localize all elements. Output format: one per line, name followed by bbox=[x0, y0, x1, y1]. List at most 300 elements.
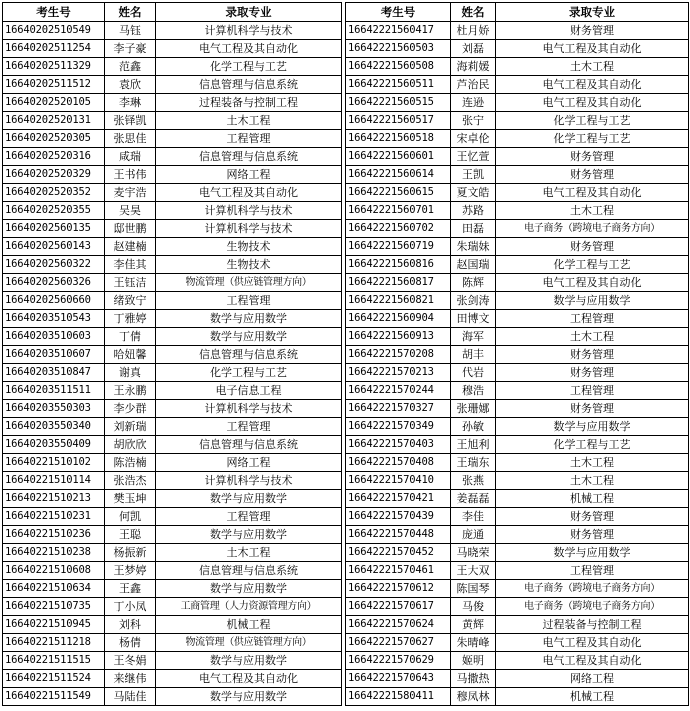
major-cell: 工程管理 bbox=[496, 382, 689, 400]
major-cell: 信息管理与信息系统 bbox=[156, 346, 342, 364]
exam-id-cell: 16642221570403 bbox=[346, 436, 451, 454]
table-row bbox=[346, 472, 689, 490]
table-row bbox=[3, 616, 342, 634]
student-name-cell: 王钰洁 bbox=[105, 274, 156, 292]
table-row bbox=[3, 220, 342, 238]
major-cell: 财务管理 bbox=[496, 166, 689, 184]
major-cell: 网络工程 bbox=[496, 670, 689, 688]
major-cell: 计算机科学与技术 bbox=[156, 22, 342, 40]
exam-id-cell: 16640202520355 bbox=[3, 202, 105, 220]
student-name-cell: 姬明 bbox=[451, 652, 496, 670]
student-name-cell: 陈辉 bbox=[451, 274, 496, 292]
table-row bbox=[346, 418, 689, 436]
exam-id-cell: 16640221510945 bbox=[3, 616, 105, 634]
table-row bbox=[346, 508, 689, 526]
table-row bbox=[346, 670, 689, 688]
table-row bbox=[3, 238, 342, 256]
major-cell: 数学与应用数学 bbox=[156, 328, 342, 346]
major-cell: 电子商务（跨境电子商务方向） bbox=[496, 220, 689, 238]
header-exam-id: 考生号 bbox=[346, 3, 451, 22]
major-cell: 财务管理 bbox=[496, 508, 689, 526]
exam-id-cell: 16640203550409 bbox=[3, 436, 105, 454]
table-row bbox=[346, 328, 689, 346]
major-cell: 数学与应用数学 bbox=[156, 580, 342, 598]
student-name-cell: 谢真 bbox=[105, 364, 156, 382]
exam-id-cell: 16640221510236 bbox=[3, 526, 105, 544]
exam-id-cell: 16642221570617 bbox=[346, 598, 451, 616]
table-row bbox=[3, 310, 342, 328]
student-name-cell: 李少群 bbox=[105, 400, 156, 418]
exam-id-cell: 16640202560660 bbox=[3, 292, 105, 310]
exam-id-cell: 16642221570629 bbox=[346, 652, 451, 670]
major-cell: 化学工程与工艺 bbox=[156, 364, 342, 382]
major-cell: 信息管理与信息系统 bbox=[156, 436, 342, 454]
student-name-cell: 马撒热 bbox=[451, 670, 496, 688]
exam-id-cell: 16642221560817 bbox=[346, 274, 451, 292]
major-cell: 数学与应用数学 bbox=[496, 292, 689, 310]
table-row bbox=[3, 670, 342, 688]
exam-id-cell: 16642221570439 bbox=[346, 508, 451, 526]
admission-table-left bbox=[2, 2, 342, 706]
table-row bbox=[346, 220, 689, 238]
table-row bbox=[3, 580, 342, 598]
student-name-cell: 苏路 bbox=[451, 202, 496, 220]
student-name-cell: 宋卓伦 bbox=[451, 130, 496, 148]
student-name-cell: 咸瑞 bbox=[105, 148, 156, 166]
major-cell: 化学工程与工艺 bbox=[496, 436, 689, 454]
major-cell: 电气工程及其自动化 bbox=[496, 76, 689, 94]
table-row bbox=[346, 490, 689, 508]
major-cell: 信息管理与信息系统 bbox=[156, 148, 342, 166]
student-name-cell: 李子豪 bbox=[105, 40, 156, 58]
major-cell: 电气工程及其自动化 bbox=[496, 184, 689, 202]
table-row bbox=[346, 526, 689, 544]
exam-id-cell: 16640221511549 bbox=[3, 688, 105, 706]
student-name-cell: 陈国琴 bbox=[451, 580, 496, 598]
exam-id-cell: 16640203510607 bbox=[3, 346, 105, 364]
table-row bbox=[346, 238, 689, 256]
table-row bbox=[3, 94, 342, 112]
table-row bbox=[346, 400, 689, 418]
major-cell: 工程管理 bbox=[156, 292, 342, 310]
table-row bbox=[3, 40, 342, 58]
major-cell: 财务管理 bbox=[496, 148, 689, 166]
student-name-cell: 范鑫 bbox=[105, 58, 156, 76]
table-row bbox=[3, 148, 342, 166]
table-row bbox=[346, 112, 689, 130]
right-table-body bbox=[346, 22, 689, 706]
major-cell: 工程管理 bbox=[156, 508, 342, 526]
major-cell: 机械工程 bbox=[156, 616, 342, 634]
exam-id-cell: 16640202560135 bbox=[3, 220, 105, 238]
exam-id-cell: 16642221560614 bbox=[346, 166, 451, 184]
exam-id-cell: 16642221570327 bbox=[346, 400, 451, 418]
student-name-cell: 王凯 bbox=[451, 166, 496, 184]
table-row bbox=[346, 184, 689, 202]
student-name-cell: 邸世鹏 bbox=[105, 220, 156, 238]
exam-id-cell: 16640203510543 bbox=[3, 310, 105, 328]
major-cell: 土木工程 bbox=[496, 472, 689, 490]
student-name-cell: 樊玉坤 bbox=[105, 490, 156, 508]
table-row bbox=[3, 274, 342, 292]
table-row bbox=[3, 526, 342, 544]
student-name-cell: 连逊 bbox=[451, 94, 496, 112]
major-cell: 电气工程及其自动化 bbox=[496, 634, 689, 652]
major-cell: 网络工程 bbox=[156, 454, 342, 472]
table-row bbox=[3, 688, 342, 706]
exam-id-cell: 16642221560503 bbox=[346, 40, 451, 58]
student-name-cell: 张珊娜 bbox=[451, 400, 496, 418]
student-name-cell: 马钰 bbox=[105, 22, 156, 40]
student-name-cell: 朱瑞妹 bbox=[451, 238, 496, 256]
major-cell: 化学工程与工艺 bbox=[496, 130, 689, 148]
major-cell: 物流管理（供应链管理方向） bbox=[156, 274, 342, 292]
header-name: 姓名 bbox=[451, 3, 496, 22]
exam-id-cell: 16640202520131 bbox=[3, 112, 105, 130]
exam-id-cell: 16640203510847 bbox=[3, 364, 105, 382]
student-name-cell: 丁雅婷 bbox=[105, 310, 156, 328]
exam-id-cell: 16640203511511 bbox=[3, 382, 105, 400]
table-row bbox=[346, 688, 689, 706]
table-row bbox=[346, 148, 689, 166]
table-row bbox=[346, 634, 689, 652]
student-name-cell: 袁欣 bbox=[105, 76, 156, 94]
exam-id-cell: 16642221570421 bbox=[346, 490, 451, 508]
exam-id-cell: 16640221510634 bbox=[3, 580, 105, 598]
exam-id-cell: 16642221560702 bbox=[346, 220, 451, 238]
left-table-wrapper bbox=[2, 2, 342, 706]
student-name-cell: 赵国瑞 bbox=[451, 256, 496, 274]
header-major: 录取专业 bbox=[156, 3, 342, 22]
student-name-cell: 赵建楠 bbox=[105, 238, 156, 256]
table-row bbox=[3, 22, 342, 40]
student-name-cell: 胡丰 bbox=[451, 346, 496, 364]
student-name-cell: 杨倩 bbox=[105, 634, 156, 652]
student-name-cell: 黄辉 bbox=[451, 616, 496, 634]
table-row bbox=[3, 58, 342, 76]
student-name-cell: 王书伟 bbox=[105, 166, 156, 184]
major-cell: 工程管理 bbox=[156, 418, 342, 436]
exam-id-cell: 16640221510114 bbox=[3, 472, 105, 490]
exam-id-cell: 16642221560904 bbox=[346, 310, 451, 328]
major-cell: 工程管理 bbox=[156, 130, 342, 148]
major-cell: 信息管理与信息系统 bbox=[156, 562, 342, 580]
exam-id-cell: 16642221570624 bbox=[346, 616, 451, 634]
major-cell: 电子信息工程 bbox=[156, 382, 342, 400]
exam-id-cell: 16642221560719 bbox=[346, 238, 451, 256]
table-row bbox=[3, 166, 342, 184]
table-row bbox=[346, 76, 689, 94]
table-row bbox=[3, 112, 342, 130]
major-cell: 物流管理（供应链管理方向） bbox=[156, 634, 342, 652]
exam-id-cell: 16640202520316 bbox=[3, 148, 105, 166]
table-row bbox=[3, 364, 342, 382]
table-row bbox=[346, 22, 689, 40]
major-cell: 电子商务（跨境电子商务方向） bbox=[496, 580, 689, 598]
student-name-cell: 来继伟 bbox=[105, 670, 156, 688]
student-name-cell: 杜月娇 bbox=[451, 22, 496, 40]
student-name-cell: 张燕 bbox=[451, 472, 496, 490]
student-name-cell: 哈妞馨 bbox=[105, 346, 156, 364]
table-row bbox=[3, 400, 342, 418]
table-row bbox=[3, 652, 342, 670]
major-cell: 财务管理 bbox=[496, 346, 689, 364]
student-name-cell: 夏文皓 bbox=[451, 184, 496, 202]
table-row bbox=[346, 274, 689, 292]
table-row bbox=[3, 544, 342, 562]
student-name-cell: 吴昊 bbox=[105, 202, 156, 220]
exam-id-cell: 16642221570410 bbox=[346, 472, 451, 490]
major-cell: 过程装备与控制工程 bbox=[496, 616, 689, 634]
table-row bbox=[346, 58, 689, 76]
table-row bbox=[346, 292, 689, 310]
table-row bbox=[346, 562, 689, 580]
major-cell: 生物技术 bbox=[156, 256, 342, 274]
exam-id-cell: 16640202520329 bbox=[3, 166, 105, 184]
major-cell: 计算机科学与技术 bbox=[156, 202, 342, 220]
student-name-cell: 麦宇浩 bbox=[105, 184, 156, 202]
table-row bbox=[346, 382, 689, 400]
table-row bbox=[346, 202, 689, 220]
major-cell: 财务管理 bbox=[496, 526, 689, 544]
exam-id-cell: 16642221570448 bbox=[346, 526, 451, 544]
table-row bbox=[3, 436, 342, 454]
exam-id-cell: 16640221510213 bbox=[3, 490, 105, 508]
header-exam-id: 考生号 bbox=[3, 3, 105, 22]
exam-id-cell: 16640203550303 bbox=[3, 400, 105, 418]
student-name-cell: 李佳 bbox=[451, 508, 496, 526]
exam-id-cell: 16642221580411 bbox=[346, 688, 451, 706]
exam-id-cell: 16640202510549 bbox=[3, 22, 105, 40]
major-cell: 生物技术 bbox=[156, 238, 342, 256]
student-name-cell: 张剑涛 bbox=[451, 292, 496, 310]
student-name-cell: 刘磊 bbox=[451, 40, 496, 58]
major-cell: 工商管理（人力资源管理方向） bbox=[156, 598, 342, 616]
major-cell: 数学与应用数学 bbox=[156, 526, 342, 544]
major-cell: 土木工程 bbox=[496, 454, 689, 472]
table-row bbox=[3, 634, 342, 652]
student-name-cell: 田磊 bbox=[451, 220, 496, 238]
student-name-cell: 绪致宁 bbox=[105, 292, 156, 310]
exam-id-cell: 16640221510238 bbox=[3, 544, 105, 562]
major-cell: 化学工程与工艺 bbox=[496, 112, 689, 130]
student-name-cell: 王瑞东 bbox=[451, 454, 496, 472]
student-name-cell: 李佳其 bbox=[105, 256, 156, 274]
major-cell: 电气工程及其自动化 bbox=[156, 670, 342, 688]
major-cell: 机械工程 bbox=[496, 688, 689, 706]
student-name-cell: 王梦婷 bbox=[105, 562, 156, 580]
exam-id-cell: 16642221560816 bbox=[346, 256, 451, 274]
student-name-cell: 李琳 bbox=[105, 94, 156, 112]
exam-id-cell: 16640221511524 bbox=[3, 670, 105, 688]
table-row bbox=[346, 346, 689, 364]
student-name-cell: 刘科 bbox=[105, 616, 156, 634]
table-row bbox=[3, 382, 342, 400]
student-name-cell: 王旭利 bbox=[451, 436, 496, 454]
student-name-cell: 张浩杰 bbox=[105, 472, 156, 490]
table-row bbox=[3, 76, 342, 94]
header-name: 姓名 bbox=[105, 3, 156, 22]
exam-id-cell: 16642221560821 bbox=[346, 292, 451, 310]
exam-id-cell: 16642221570627 bbox=[346, 634, 451, 652]
student-name-cell: 姜磊磊 bbox=[451, 490, 496, 508]
major-cell: 土木工程 bbox=[496, 58, 689, 76]
exam-id-cell: 16642221570208 bbox=[346, 346, 451, 364]
exam-id-cell: 16640203550340 bbox=[3, 418, 105, 436]
exam-id-cell: 16640202511512 bbox=[3, 76, 105, 94]
table-row bbox=[346, 166, 689, 184]
exam-id-cell: 16640221511515 bbox=[3, 652, 105, 670]
major-cell: 计算机科学与技术 bbox=[156, 400, 342, 418]
exam-id-cell: 16640202560143 bbox=[3, 238, 105, 256]
student-name-cell: 胡欣欣 bbox=[105, 436, 156, 454]
exam-id-cell: 16640202560326 bbox=[3, 274, 105, 292]
exam-id-cell: 16640203510603 bbox=[3, 328, 105, 346]
student-name-cell: 马陆佳 bbox=[105, 688, 156, 706]
table-row bbox=[3, 346, 342, 364]
student-name-cell: 张思佳 bbox=[105, 130, 156, 148]
exam-id-cell: 16640202511254 bbox=[3, 40, 105, 58]
student-name-cell: 海军 bbox=[451, 328, 496, 346]
major-cell: 土木工程 bbox=[156, 544, 342, 562]
student-name-cell: 王忆萱 bbox=[451, 148, 496, 166]
exam-id-cell: 16640202520352 bbox=[3, 184, 105, 202]
student-name-cell: 孙敏 bbox=[451, 418, 496, 436]
table-row bbox=[346, 130, 689, 148]
student-name-cell: 陈浩楠 bbox=[105, 454, 156, 472]
major-cell: 电气工程及其自动化 bbox=[156, 184, 342, 202]
major-cell: 计算机科学与技术 bbox=[156, 220, 342, 238]
major-cell: 数学与应用数学 bbox=[496, 544, 689, 562]
student-name-cell: 王聪 bbox=[105, 526, 156, 544]
header-row bbox=[3, 3, 342, 22]
table-row bbox=[3, 598, 342, 616]
major-cell: 财务管理 bbox=[496, 238, 689, 256]
major-cell: 财务管理 bbox=[496, 364, 689, 382]
exam-id-cell: 16640221510608 bbox=[3, 562, 105, 580]
major-cell: 数学与应用数学 bbox=[156, 688, 342, 706]
student-name-cell: 何凯 bbox=[105, 508, 156, 526]
left-table-body bbox=[3, 22, 342, 706]
header-major: 录取专业 bbox=[496, 3, 689, 22]
table-row bbox=[346, 598, 689, 616]
major-cell: 财务管理 bbox=[496, 400, 689, 418]
student-name-cell: 张宁 bbox=[451, 112, 496, 130]
exam-id-cell: 16642221560601 bbox=[346, 148, 451, 166]
major-cell: 机械工程 bbox=[496, 490, 689, 508]
student-name-cell: 王鑫 bbox=[105, 580, 156, 598]
exam-id-cell: 16642221560515 bbox=[346, 94, 451, 112]
exam-id-cell: 16642221560518 bbox=[346, 130, 451, 148]
major-cell: 过程装备与控制工程 bbox=[156, 94, 342, 112]
table-row bbox=[3, 472, 342, 490]
major-cell: 土木工程 bbox=[496, 328, 689, 346]
student-name-cell: 马俊 bbox=[451, 598, 496, 616]
exam-id-cell: 16642221560511 bbox=[346, 76, 451, 94]
student-name-cell: 王大双 bbox=[451, 562, 496, 580]
major-cell: 计算机科学与技术 bbox=[156, 472, 342, 490]
student-name-cell: 丁倩 bbox=[105, 328, 156, 346]
header-row bbox=[346, 3, 689, 22]
exam-id-cell: 16642221560508 bbox=[346, 58, 451, 76]
table-row bbox=[3, 256, 342, 274]
table-row bbox=[3, 292, 342, 310]
student-name-cell: 马晓荣 bbox=[451, 544, 496, 562]
exam-id-cell: 16642221570244 bbox=[346, 382, 451, 400]
exam-id-cell: 16640221511218 bbox=[3, 634, 105, 652]
table-row bbox=[346, 94, 689, 112]
table-row bbox=[3, 418, 342, 436]
exam-id-cell: 16642221560517 bbox=[346, 112, 451, 130]
table-row bbox=[346, 40, 689, 58]
exam-id-cell: 16642221570408 bbox=[346, 454, 451, 472]
student-name-cell: 丁小凤 bbox=[105, 598, 156, 616]
major-cell: 电子商务（跨境电子商务方向） bbox=[496, 598, 689, 616]
exam-id-cell: 16640221510231 bbox=[3, 508, 105, 526]
student-name-cell: 穆凤林 bbox=[451, 688, 496, 706]
table-row bbox=[3, 184, 342, 202]
major-cell: 化学工程与工艺 bbox=[496, 256, 689, 274]
student-name-cell: 穆浩 bbox=[451, 382, 496, 400]
major-cell: 数学与应用数学 bbox=[156, 490, 342, 508]
table-row bbox=[346, 616, 689, 634]
exam-id-cell: 16640221510102 bbox=[3, 454, 105, 472]
major-cell: 数学与应用数学 bbox=[156, 652, 342, 670]
exam-id-cell: 16642221560417 bbox=[346, 22, 451, 40]
table-row bbox=[346, 310, 689, 328]
table-row bbox=[3, 454, 342, 472]
major-cell: 电气工程及其自动化 bbox=[496, 40, 689, 58]
table-row bbox=[3, 130, 342, 148]
exam-id-cell: 16642221560615 bbox=[346, 184, 451, 202]
table-row bbox=[3, 328, 342, 346]
exam-id-cell: 16642221570349 bbox=[346, 418, 451, 436]
exam-id-cell: 16642221570452 bbox=[346, 544, 451, 562]
student-name-cell: 王永鹏 bbox=[105, 382, 156, 400]
exam-id-cell: 16640202560322 bbox=[3, 256, 105, 274]
student-name-cell: 朱晴峰 bbox=[451, 634, 496, 652]
exam-id-cell: 16642221570461 bbox=[346, 562, 451, 580]
student-name-cell: 芦治民 bbox=[451, 76, 496, 94]
major-cell: 化学工程与工艺 bbox=[156, 58, 342, 76]
major-cell: 电气工程及其自动化 bbox=[496, 94, 689, 112]
student-name-cell: 杨振新 bbox=[105, 544, 156, 562]
table-row bbox=[346, 256, 689, 274]
major-cell: 工程管理 bbox=[496, 310, 689, 328]
major-cell: 电气工程及其自动化 bbox=[496, 274, 689, 292]
exam-id-cell: 16642221570643 bbox=[346, 670, 451, 688]
table-row bbox=[3, 562, 342, 580]
student-name-cell: 代岩 bbox=[451, 364, 496, 382]
major-cell: 财务管理 bbox=[496, 22, 689, 40]
major-cell: 数学与应用数学 bbox=[496, 418, 689, 436]
student-name-cell: 田博文 bbox=[451, 310, 496, 328]
exam-id-cell: 16642221560913 bbox=[346, 328, 451, 346]
exam-id-cell: 16640202520105 bbox=[3, 94, 105, 112]
exam-id-cell: 16642221570612 bbox=[346, 580, 451, 598]
student-name-cell: 王冬娟 bbox=[105, 652, 156, 670]
exam-id-cell: 16640221510735 bbox=[3, 598, 105, 616]
student-name-cell: 庞通 bbox=[451, 526, 496, 544]
exam-id-cell: 16640202511329 bbox=[3, 58, 105, 76]
major-cell: 电气工程及其自动化 bbox=[156, 40, 342, 58]
table-row bbox=[346, 364, 689, 382]
table-row bbox=[3, 508, 342, 526]
table-row bbox=[346, 580, 689, 598]
major-cell: 电气工程及其自动化 bbox=[496, 652, 689, 670]
exam-id-cell: 16642221560701 bbox=[346, 202, 451, 220]
major-cell: 土木工程 bbox=[156, 112, 342, 130]
